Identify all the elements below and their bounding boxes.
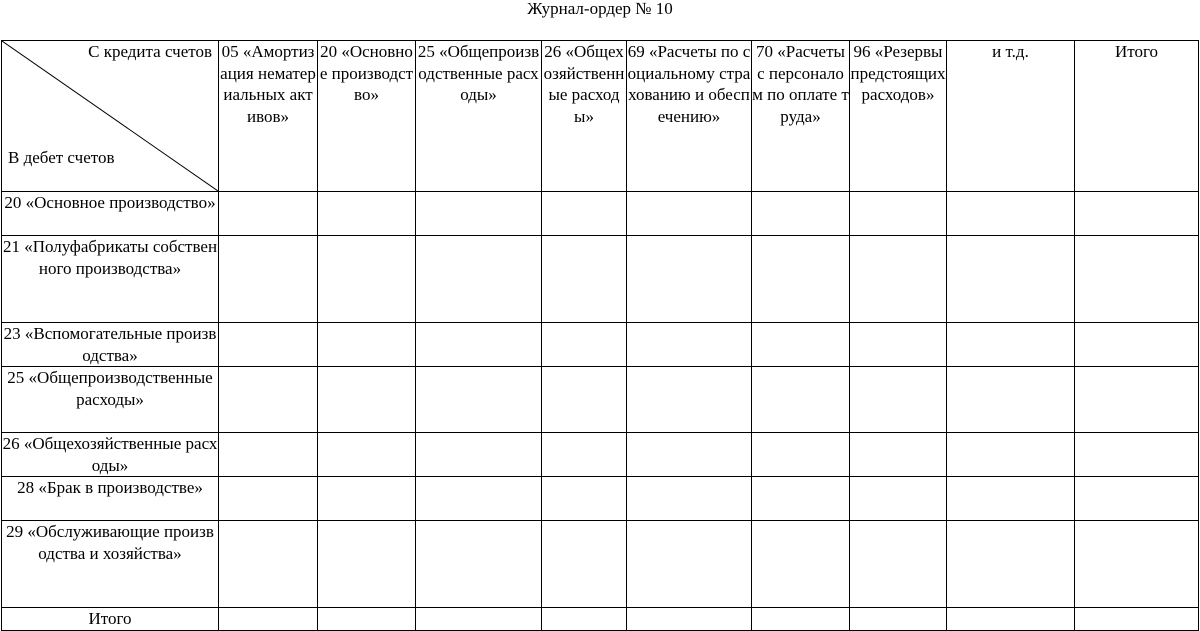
data-cell[interactable] xyxy=(752,323,850,367)
data-cell[interactable] xyxy=(416,323,542,367)
data-cell[interactable] xyxy=(318,367,416,433)
header-row xyxy=(2,41,1199,192)
data-cell[interactable] xyxy=(947,477,1075,521)
table-row xyxy=(2,608,1199,631)
data-cell[interactable] xyxy=(627,608,752,631)
data-cell[interactable] xyxy=(1075,236,1199,323)
data-cell[interactable] xyxy=(627,236,752,323)
data-cell[interactable] xyxy=(1075,521,1199,608)
data-cell[interactable] xyxy=(318,192,416,236)
credit-accounts-label: С кредита счетов xyxy=(88,42,212,61)
data-cell[interactable] xyxy=(850,477,947,521)
data-cell[interactable] xyxy=(850,192,947,236)
data-cell[interactable] xyxy=(219,323,318,367)
data-cell[interactable] xyxy=(318,477,416,521)
data-cell[interactable] xyxy=(416,521,542,608)
table-row xyxy=(2,521,1199,608)
data-cell[interactable] xyxy=(416,367,542,433)
data-cell[interactable] xyxy=(1075,477,1199,521)
data-cell[interactable] xyxy=(627,433,752,477)
data-cell[interactable] xyxy=(752,608,850,631)
row-header: 29 «Обслуживающие производства и хозяйства» xyxy=(2,521,219,608)
column-header: 69 «Расчеты по социальному страхованию и обеспечению» xyxy=(627,41,752,192)
column-header: 25 «Общепроизводственные расходы» xyxy=(416,41,542,192)
data-cell[interactable] xyxy=(850,323,947,367)
data-cell[interactable] xyxy=(1075,433,1199,477)
column-header: и т.д. xyxy=(947,41,1075,192)
table-row xyxy=(2,433,1199,477)
data-cell[interactable] xyxy=(416,608,542,631)
data-cell[interactable] xyxy=(542,521,627,608)
data-cell[interactable] xyxy=(219,236,318,323)
data-cell[interactable] xyxy=(752,433,850,477)
data-cell[interactable] xyxy=(947,521,1075,608)
row-header: 21 «Полуфабрикаты собственного производства» xyxy=(2,236,219,323)
data-cell[interactable] xyxy=(542,608,627,631)
data-cell[interactable] xyxy=(850,608,947,631)
data-cell[interactable] xyxy=(947,192,1075,236)
data-cell[interactable] xyxy=(318,521,416,608)
data-cell[interactable] xyxy=(542,323,627,367)
journal-order-table xyxy=(1,40,1199,631)
data-cell[interactable] xyxy=(627,323,752,367)
table-row xyxy=(2,477,1199,521)
data-cell[interactable] xyxy=(752,192,850,236)
table-row xyxy=(2,192,1199,236)
data-cell[interactable] xyxy=(219,608,318,631)
data-cell[interactable] xyxy=(947,367,1075,433)
column-header: 20 «Основное производство» xyxy=(318,41,416,192)
table-row xyxy=(2,236,1199,323)
column-header: 05 «Амортизация нематериальных активов» xyxy=(219,41,318,192)
data-cell[interactable] xyxy=(1075,192,1199,236)
data-cell[interactable] xyxy=(542,433,627,477)
data-cell[interactable] xyxy=(850,367,947,433)
row-header: 20 «Основное производство» xyxy=(2,192,219,236)
row-header: 25 «Общепроизводственные расходы» xyxy=(2,367,219,433)
data-cell[interactable] xyxy=(947,323,1075,367)
data-cell[interactable] xyxy=(318,323,416,367)
data-cell[interactable] xyxy=(627,521,752,608)
table-row xyxy=(2,367,1199,433)
data-cell[interactable] xyxy=(947,433,1075,477)
data-cell[interactable] xyxy=(752,236,850,323)
data-cell[interactable] xyxy=(542,477,627,521)
page-title: Журнал-ордер № 10 xyxy=(527,0,673,18)
data-cell[interactable] xyxy=(752,477,850,521)
row-header: 23 «Вспомогательные производства» xyxy=(2,323,219,367)
row-header: 28 «Брак в производстве» xyxy=(2,477,219,521)
data-cell[interactable] xyxy=(752,521,850,608)
data-cell[interactable] xyxy=(542,367,627,433)
data-cell[interactable] xyxy=(947,236,1075,323)
column-header: Итого xyxy=(1075,41,1199,192)
data-cell[interactable] xyxy=(752,367,850,433)
data-cell[interactable] xyxy=(1075,323,1199,367)
column-header: 70 «Расчеты с персоналом по оплате труда» xyxy=(752,41,850,192)
data-cell[interactable] xyxy=(627,367,752,433)
data-cell[interactable] xyxy=(1075,608,1199,631)
data-cell[interactable] xyxy=(219,521,318,608)
column-header: 96 «Резервы предстоящих расходов» xyxy=(850,41,947,192)
column-header: 26 «Общехозяйственные расходы» xyxy=(542,41,627,192)
data-cell[interactable] xyxy=(542,236,627,323)
data-cell[interactable] xyxy=(850,236,947,323)
data-cell[interactable] xyxy=(219,477,318,521)
data-cell[interactable] xyxy=(947,608,1075,631)
data-cell[interactable] xyxy=(219,192,318,236)
data-cell[interactable] xyxy=(416,236,542,323)
row-header: Итого xyxy=(2,608,219,631)
data-cell[interactable] xyxy=(542,192,627,236)
debit-accounts-label: В дебет счетов xyxy=(8,148,115,168)
corner-header-cell xyxy=(2,41,219,192)
data-cell[interactable] xyxy=(219,433,318,477)
data-cell[interactable] xyxy=(219,367,318,433)
table-row xyxy=(2,323,1199,367)
data-cell[interactable] xyxy=(627,192,752,236)
data-cell[interactable] xyxy=(416,477,542,521)
data-cell[interactable] xyxy=(1075,367,1199,433)
data-cell[interactable] xyxy=(627,477,752,521)
data-cell[interactable] xyxy=(850,433,947,477)
data-cell[interactable] xyxy=(416,433,542,477)
data-cell[interactable] xyxy=(318,433,416,477)
data-cell[interactable] xyxy=(318,608,416,631)
data-cell[interactable] xyxy=(318,236,416,323)
data-cell[interactable] xyxy=(416,192,542,236)
data-cell[interactable] xyxy=(850,521,947,608)
row-header: 26 «Общехозяйственные расходы» xyxy=(2,433,219,477)
